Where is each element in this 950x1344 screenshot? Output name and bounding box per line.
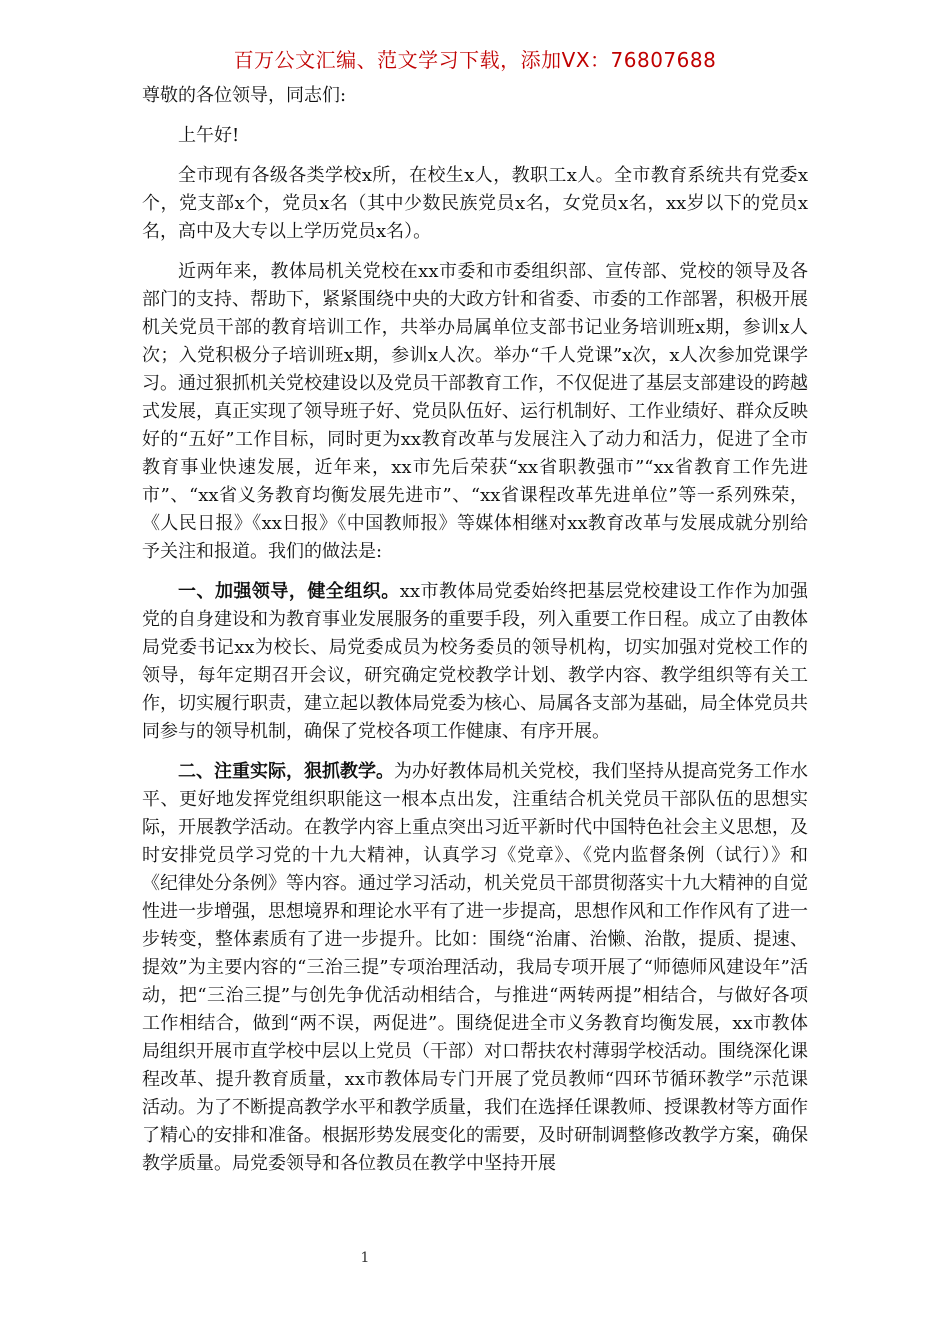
paragraph-section-2 [142, 758, 808, 1178]
paragraph-section-1 [142, 578, 808, 746]
greeting: 上午好! [178, 125, 240, 146]
section-heading: 一、加强领导，健全组织。 [178, 581, 400, 602]
page-number: 1 [360, 1250, 370, 1266]
paragraph-achievements [142, 258, 808, 566]
section-heading: 二、注重实际，狠抓教学。 [178, 761, 394, 782]
document-body [142, 82, 808, 1190]
salutation: 尊敬的各位领导，同志们: [142, 85, 347, 106]
paragraph-text: 近两年来，教体局机关党校在xx市委和市委组织部、宣传部、党校的领导及各部门的支持、帮助下，紧紧围绕中央的大政方针和省委、市委的工作部署，积极开展机关党员干部的教育培训工作，共举办局属单位支部书记业务培训班x期，参训x人次；入党积极分子培训班x期，参训x人次。举办“千人党课”x次，x人次参加党课学习。通过狠抓机关党校建设以及党员干部教育工作，不仅促进了基层支部建设的跨越式发展，真正实现了领导班子好、党员队伍好、运行机制好、工作业绩好、群众反映好的“五好”工作目标，同时更为xx教育改革与发展注入了动力和活力，促进了全市教育事业快速发展，近年来，xx市先后荣获“xx省职教强市”“xx省教育工作先进市”、“xx省义务教育均衡发展先进市”、“xx省课程改革先进单位”等一系列殊荣，《人民日报》《xx日报》《中国教师报》等媒体相继对xx教育改革与发展成就分别给予关注和报道。我们的做法是: [142, 261, 808, 562]
paragraph-text: 全市现有各级各类学校x所，在校生x人，教职工x人。全市教育系统共有党委x个，党支部x个，党员x名（其中少数民族党员x名，女党员x名，xx岁以下的党员x名，高中及大专以上学历党员x名）。 [142, 165, 808, 242]
paragraph-text: xx市教体局党委始终把基层党校建设工作作为加强党的自身建设和为教育事业发展服务的重要手段，列入重要工作日程。成立了由教体局党委书记xx为校长、局党委成员为校务委员的领导机构，切实加强对党校工作的领导，每年定期召开会议，研究确定党校教学计划、教学内容、教学组织等有关工作，切实履行职责，建立起以教体局党委为核心、局属各支部为基础，局全体党员共同参与的领导机制，确保了党校各项工作健康、有序开展。 [142, 581, 809, 742]
header-watermark: 百万公文汇编、范文学习下载，添加VX：76807688 [233, 48, 717, 72]
paragraph-text: 为办好教体局机关党校，我们坚持从提高党务工作水平、更好地发挥党组织职能这一根本点出发，注重结合机关党员干部队伍的思想实际，开展教学活动。在教学内容上重点突出习近平新时代中国特色社会主义思想，及时安排党员学习党的十九大精神，认真学习《党章》、《党内监督条例（试行）》和《纪律处分条例》等内容。通过学习活动，机关党员干部贯彻落实十九大精神的自觉性进一步增强，思想境界和理论水平有了进一步提高，思想作风和工作作风有了进一步转变，整体素质有了进一步提升。比如：围绕“治庸、治懒、治散，提质、提速、提效”为主要内容的“三治三提”专项治理活动，我局专项开展了“师德师风建设年”活动，把“三治三提”与创先争优活动相结合，与推进“两转两提”相结合，与做好各项工作相结合，做到“两不误，两促进”。围绕促进全市义务教育均衡发展，xx市教体局组织开展市直学校中层以上党员（干部）对口帮扶农村薄弱学校活动。围绕深化课程改革、提升教育质量，xx市教体局专门开展了党员教师“四环节循环教学”示范课活动。为了不断提高教学水平和教学质量，我们在选择任课教师、授课教材等方面作了精心的安排和准备。根据形势发展变化的需要，及时研制调整修改教学方案，确保教学质量。局党委领导和各位教员在教学中坚持开展 [142, 761, 808, 1174]
paragraph-intro [142, 162, 808, 246]
